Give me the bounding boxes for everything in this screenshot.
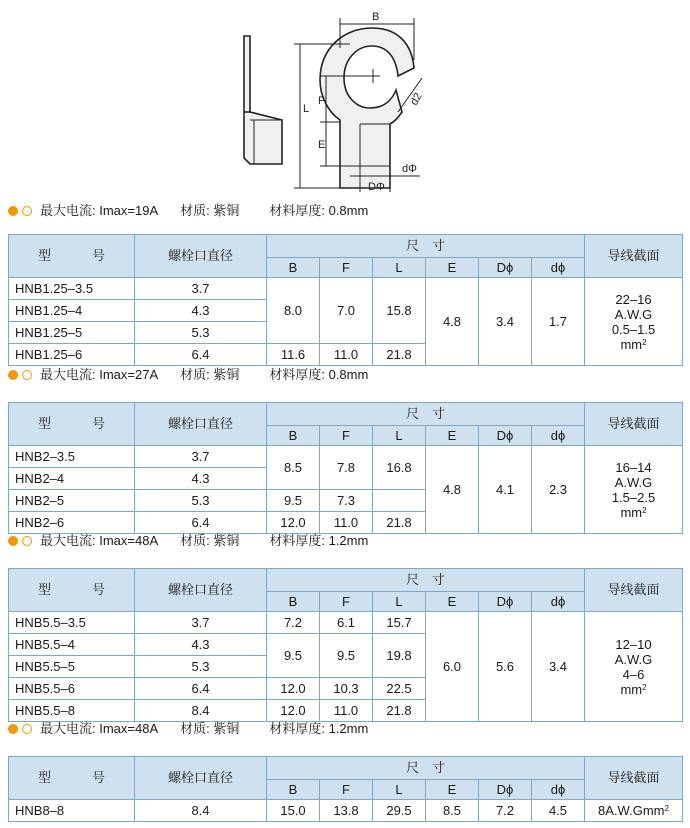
l-cell: 29.5	[373, 800, 426, 822]
terminal-drawing	[0, 0, 690, 200]
header-size: 尺 寸	[267, 569, 585, 592]
header-bolt: 螺栓口直径	[135, 569, 267, 612]
bolt-cell: 6.4	[135, 512, 267, 534]
model-cell: HNB2–6	[9, 512, 135, 534]
header-small-d: dϕ	[532, 592, 585, 612]
model-cell: HNB8–8	[9, 800, 135, 822]
gauge-cell: 8A.W.Gmm$^2$	[585, 800, 683, 822]
table-row	[9, 446, 683, 468]
header-model: 型 号	[9, 235, 135, 278]
header-e: E	[426, 426, 479, 446]
header-size: 尺 寸	[267, 235, 585, 258]
max-current: 最大电流: Imax=27A	[40, 367, 159, 382]
model-cell: HNB2–5	[9, 490, 135, 512]
header-size: 尺 寸	[267, 757, 585, 780]
header-bolt: 螺栓口直径	[135, 403, 267, 446]
b-cell: 9.5	[267, 490, 320, 512]
front-view-outline	[320, 28, 414, 188]
ring-dot-icon	[22, 724, 32, 734]
orange-dot-icon	[8, 536, 18, 546]
header-gauge: 导线截面	[585, 235, 683, 278]
gauge-cell: 16–14 A.W.G 1.5–2.5 $mm^2$	[585, 446, 683, 534]
l-cell: 22.5	[373, 678, 426, 700]
l-cell: 21.8	[373, 700, 426, 722]
header-f: F	[320, 426, 373, 446]
bolt-cell: 6.4	[135, 678, 267, 700]
model-cell: HNB1.25–4	[9, 300, 135, 322]
header-e: E	[426, 780, 479, 800]
bolt-cell: 5.3	[135, 490, 267, 512]
l-cell: 19.8	[373, 634, 426, 678]
header-small-d: dϕ	[532, 426, 585, 446]
header-bolt: 螺栓口直径	[135, 757, 267, 800]
b-cell: 12.0	[267, 700, 320, 722]
spec-table-3	[8, 568, 683, 722]
thickness: 材料厚度: 0.8mm	[269, 203, 369, 218]
model-cell: HNB5.5–6	[9, 678, 135, 700]
header-model: 型 号	[9, 569, 135, 612]
l-cell: 15.8	[373, 278, 426, 344]
bolt-cell: 5.3	[135, 322, 267, 344]
header-model: 型 号	[9, 403, 135, 446]
bolt-cell: 8.4	[135, 800, 267, 822]
orange-dot-icon	[8, 370, 18, 380]
bolt-cell: 6.4	[135, 344, 267, 366]
f-cell: 7.0	[320, 278, 373, 344]
spec-line-1	[8, 202, 368, 220]
model-cell: HNB5.5–3.5	[9, 612, 135, 634]
model-cell: HNB1.25–6	[9, 344, 135, 366]
max-current: 最大电流: Imax=48A	[40, 721, 159, 736]
header-size: 尺 寸	[267, 403, 585, 426]
bolt-cell: 8.4	[135, 700, 267, 722]
model-cell: HNB1.25–3.5	[9, 278, 135, 300]
f-cell: 11.0	[320, 700, 373, 722]
header-l: L	[373, 258, 426, 278]
d-cell: 7.2	[479, 800, 532, 822]
ring-dot-icon	[22, 206, 32, 216]
header-b: B	[267, 258, 320, 278]
header-bolt: 螺栓口直径	[135, 235, 267, 278]
dim-label-b: B	[372, 11, 380, 23]
header-l: L	[373, 780, 426, 800]
gauge-cell: 22–16 A.W.G 0.5–1.5 $mm^2$	[585, 278, 683, 366]
f-cell: 13.8	[320, 800, 373, 822]
bolt-cell: 4.3	[135, 634, 267, 656]
dim-label-d2: d2	[408, 90, 425, 108]
header-e: E	[426, 592, 479, 612]
model-cell: HNB5.5–5	[9, 656, 135, 678]
f-cell: 7.3	[320, 490, 373, 512]
thickness: 材料厚度: 0.8mm	[269, 367, 369, 382]
gauge-cell: 12–10 A.W.G 4–6 $mm^2$	[585, 612, 683, 722]
orange-dot-icon	[8, 206, 18, 216]
f-cell: 9.5	[320, 634, 373, 678]
l-cell: 21.8	[373, 512, 426, 534]
small-d-cell: 4.5	[532, 800, 585, 822]
header-d: Dϕ	[479, 426, 532, 446]
max-current: 最大电流: Imax=48A	[40, 533, 159, 548]
dim-label-f: F	[318, 95, 325, 107]
header-f: F	[320, 258, 373, 278]
header-d: Dϕ	[479, 592, 532, 612]
ring-dot-icon	[22, 536, 32, 546]
b-cell: 11.6	[267, 344, 320, 366]
header-d: Dϕ	[479, 780, 532, 800]
header-d: Dϕ	[479, 258, 532, 278]
bolt-cell: 3.7	[135, 446, 267, 468]
material: 材质: 紫铜	[180, 203, 240, 218]
header-b: B	[267, 426, 320, 446]
bolt-cell: 3.7	[135, 612, 267, 634]
b-cell: 15.0	[267, 800, 320, 822]
f-cell: 6.1	[320, 612, 373, 634]
model-cell: HNB1.25–5	[9, 322, 135, 344]
small-d-cell: 2.3	[532, 446, 585, 534]
dim-label-big-d: DΦ	[368, 181, 385, 193]
b-cell: 12.0	[267, 678, 320, 700]
dim-label-e: E	[318, 139, 326, 151]
header-e: E	[426, 258, 479, 278]
material: 材质: 紫铜	[180, 367, 240, 382]
thickness: 材料厚度: 1.2mm	[269, 721, 369, 736]
bolt-cell: 5.3	[135, 656, 267, 678]
e-cell: 4.8	[426, 278, 479, 366]
bolt-cell: 4.3	[135, 300, 267, 322]
b-cell: 8.0	[267, 278, 320, 344]
l-cell: 21.8	[373, 344, 426, 366]
header-gauge: 导线截面	[585, 403, 683, 446]
spec-line-2	[8, 366, 368, 384]
header-l: L	[373, 592, 426, 612]
header-gauge: 导线截面	[585, 569, 683, 612]
dim-label-small-d: dΦ	[402, 163, 417, 175]
b-cell: 12.0	[267, 512, 320, 534]
e-cell: 6.0	[426, 612, 479, 722]
small-d-cell: 1.7	[532, 278, 585, 366]
b-cell: 9.5	[267, 634, 320, 678]
e-cell: 8.5	[426, 800, 479, 822]
bolt-cell: 4.3	[135, 468, 267, 490]
f-cell: 7.8	[320, 446, 373, 490]
b-cell: 7.2	[267, 612, 320, 634]
header-f: F	[320, 780, 373, 800]
d-cell: 5.6	[479, 612, 532, 722]
spec-table-2	[8, 402, 683, 534]
header-l: L	[373, 426, 426, 446]
model-cell: HNB2–4	[9, 468, 135, 490]
f-cell: 10.3	[320, 678, 373, 700]
d-cell: 3.4	[479, 278, 532, 366]
table-row	[9, 278, 683, 300]
orange-dot-icon	[8, 724, 18, 734]
max-current: 最大电流: Imax=19A	[40, 203, 159, 218]
header-model: 型 号	[9, 757, 135, 800]
model-cell: HNB5.5–4	[9, 634, 135, 656]
header-gauge: 导线截面	[585, 757, 683, 800]
model-cell: HNB2–3.5	[9, 446, 135, 468]
spec-table-1	[8, 234, 683, 366]
l-cell: 15.7	[373, 612, 426, 634]
ring-dot-icon	[22, 370, 32, 380]
header-small-d: dϕ	[532, 780, 585, 800]
small-d-cell: 3.4	[532, 612, 585, 722]
header-small-d: dϕ	[532, 258, 585, 278]
spec-line-4	[8, 720, 368, 738]
dim-label-l: L	[303, 103, 310, 115]
table-row	[9, 612, 683, 634]
spec-line-3	[8, 532, 368, 550]
l-cell: 16.8	[373, 446, 426, 490]
bolt-cell: 3.7	[135, 278, 267, 300]
material: 材质: 紫铜	[180, 533, 240, 548]
side-view-outline	[244, 36, 282, 164]
d-cell: 4.1	[479, 446, 532, 534]
header-b: B	[267, 780, 320, 800]
header-f: F	[320, 592, 373, 612]
model-cell: HNB5.5–8	[9, 700, 135, 722]
thickness: 材料厚度: 1.2mm	[269, 533, 369, 548]
l-cell	[373, 490, 426, 512]
material: 材质: 紫铜	[180, 721, 240, 736]
b-cell: 8.5	[267, 446, 320, 490]
f-cell: 11.0	[320, 344, 373, 366]
f-cell: 11.0	[320, 512, 373, 534]
table-row	[9, 800, 683, 822]
e-cell: 4.8	[426, 446, 479, 534]
header-b: B	[267, 592, 320, 612]
spec-table-4	[8, 756, 683, 822]
